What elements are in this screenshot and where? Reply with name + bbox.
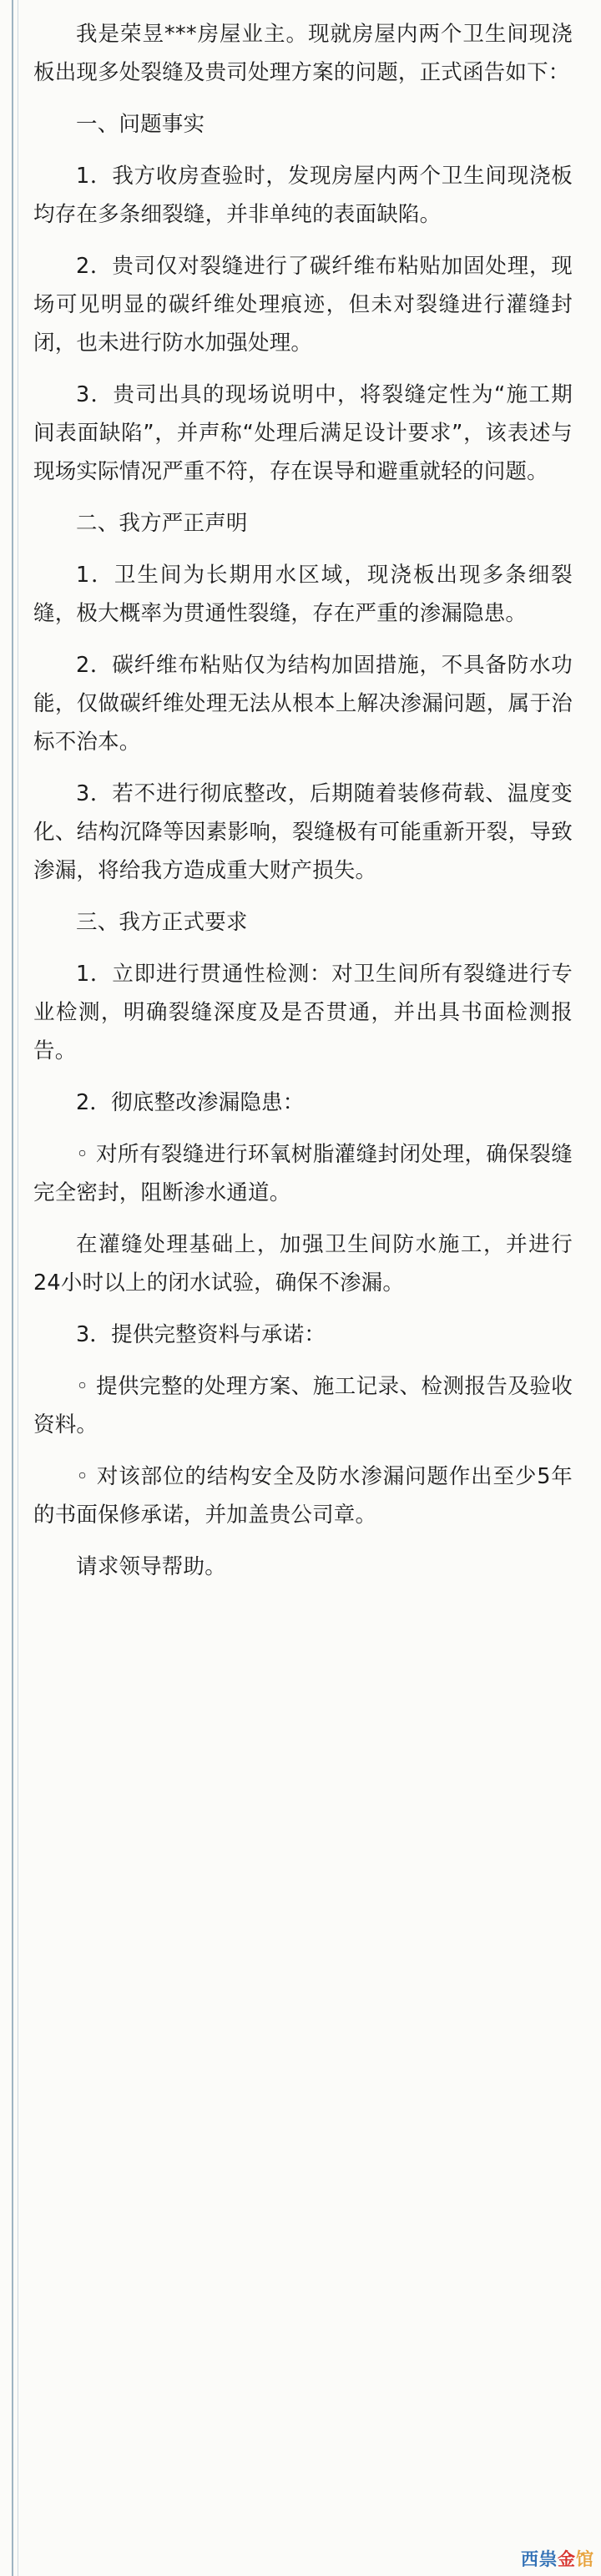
paragraph-3-3: 3．提供完整资料与承诺： [76,1322,326,1347]
paragraph-3-3-bullet-1: ◦ 提供完整的处理方案、施工记录、检测报告及验收资料。 [33,1374,573,1437]
section-heading-3: 三、我方正式要求 [76,910,248,935]
paragraph-2-3: 3．若不进行彻底整改，后期随着装修荷载、温度变化、结构沉降等因素影响，裂缝极有可能重新开裂，导致渗漏，将给我方造成重大财产损失。 [33,781,573,883]
paragraph-1-2: 2．贵司仅对裂缝进行了碳纤维布粘贴加固处理，现场可见明显的碳纤维处理痕迹，但未对裂缝进行灌缝封闭，也未进行防水加强处理。 [33,254,573,356]
paragraph-3-1: 1．立即进行贯通性检测：对卫生间所有裂缝进行专业检测，明确裂缝深度及是否贯通，并出具书面检测报告。 [33,962,573,1063]
watermark-part-1: 西祟 [521,2549,558,2569]
paragraph-3-3-bullet-2: ◦ 对该部位的结构安全及防水渗漏问题作出至少5年的书面保修承诺，并加盖贵公司章。 [33,1464,573,1528]
page-edge-rule [12,0,13,2576]
site-watermark [521,2546,594,2571]
paragraph-1-1: 1．我方收房查验时，发现房屋内两个卫生间现浇板均存在多条细裂缝，并非单纯的表面缺陷。 [33,164,573,227]
section-heading-1: 一、问题事实 [76,112,205,137]
paragraph-3-2-bullet-1: ◦ 对所有裂缝进行环氧树脂灌缝封闭处理，确保裂缝完全密封，阻断渗水通道。 [33,1142,573,1205]
paragraph-2-1: 1．卫生间为长期用水区域，现浇板出现多条细裂缝，极大概率为贯通性裂缝，存在严重的渗漏隐患。 [33,563,573,626]
paragraph-closing: 请求领导帮助。 [76,1554,226,1579]
paragraph-2-2: 2．碳纤维布粘贴仅为结构加固措施，不具备防水功能，仅做碳纤维处理无法从根本上解决渗漏问题，属于治标不治本。 [33,653,573,755]
paragraph-3-2: 2．彻底整改渗漏隐患： [76,1090,305,1115]
document-body [33,15,573,1586]
paragraph-3-2-bullet-2: 在灌缝处理基础上，加强卫生间防水施工，并进行24小时以上的闭水试验，确保不渗漏。 [33,1232,573,1296]
paragraph-opening: 我是荣昱***房屋业主。现就房屋内两个卫生间现浇板出现多处裂缝及贵司处理方案的问题，正式函告如下： [33,22,573,85]
paragraph-1-3: 3．贵司出具的现场说明中，将裂缝定性为“施工期间表面缺陷”，并声称“处理后满足设计要求”，该表述与现场实际情况严重不符，存在误导和避重就轻的问题。 [33,382,573,484]
section-heading-2: 二、我方严正声明 [76,511,248,536]
watermark-part-2: 金 [558,2549,576,2569]
watermark-part-3: 馆 [576,2549,594,2569]
